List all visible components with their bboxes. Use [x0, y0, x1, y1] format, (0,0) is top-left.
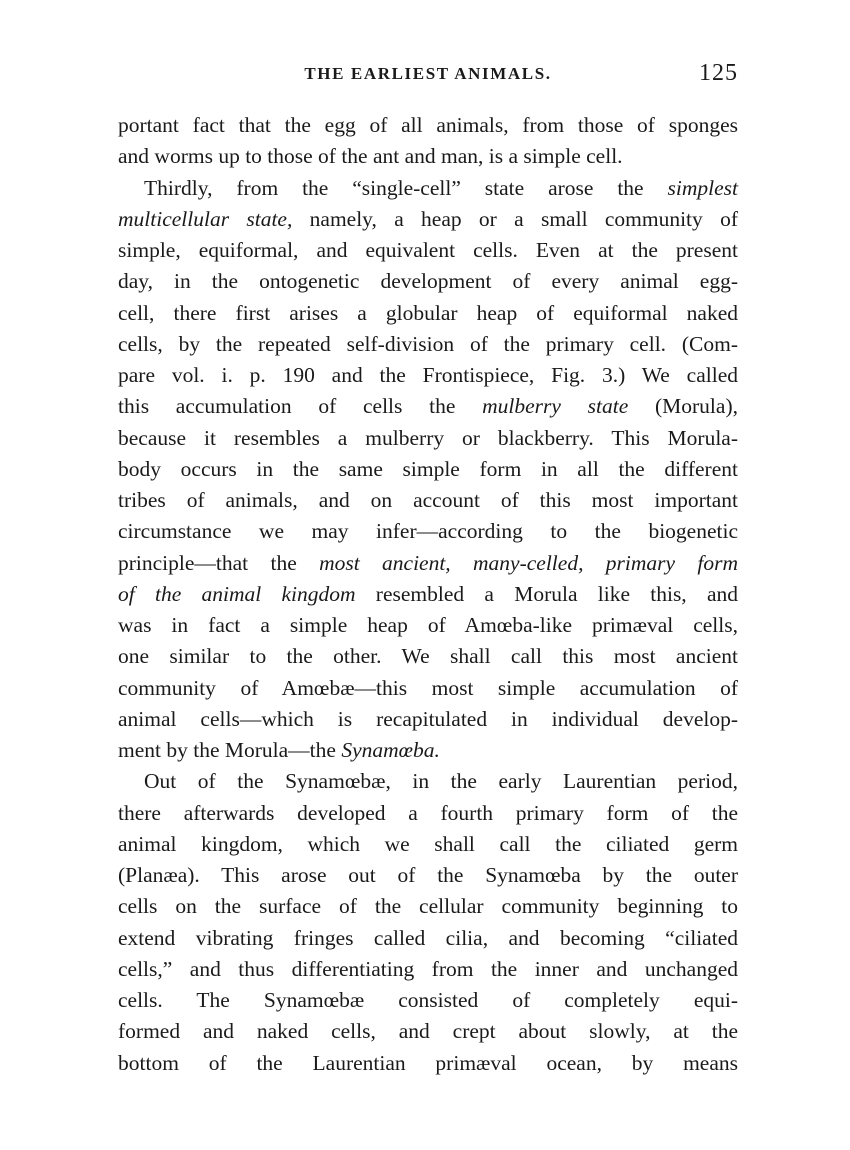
text-segment: cells. The Synamœbæ consisted of completely equi- [118, 988, 738, 1012]
text-line [118, 266, 738, 297]
text-line [118, 141, 738, 172]
text-line [118, 485, 738, 516]
text-segment: ment by the Morula—the [118, 738, 342, 762]
text-line [118, 954, 738, 985]
text-segment: cells, by the repeated self-division of the primary cell. (Com- [118, 331, 738, 356]
text-line [118, 329, 738, 360]
text-line [118, 985, 738, 1016]
text-line [118, 360, 738, 391]
text-line [118, 1016, 738, 1047]
text-line [118, 798, 738, 829]
text-segment: bottom of the Laurentian primæval ocean, by means [118, 1050, 738, 1075]
text-line [118, 173, 738, 204]
text-segment: pare vol. i. p. 190 and the Frontispiece, Fig. 3.) We called [118, 363, 738, 387]
text-line [118, 704, 738, 735]
text-line [118, 204, 738, 235]
text-line [118, 516, 738, 547]
italic-text: Synamœba. [341, 738, 440, 762]
text-segment: community of Amœbæ—this most simple accumulation of [118, 675, 738, 700]
text-segment: circumstance we may infer—according to the biogenetic [118, 519, 738, 544]
text-segment: Out of the Synamœbæ, in the early Laurentian period, [144, 769, 738, 794]
text-segment: resembled a Morula like this, and [355, 581, 738, 606]
text-segment: was in fact a simple heap of Amœba-like primæval cells, [118, 613, 738, 637]
text-segment: cells on the surface of the cellular community beginning to [118, 894, 738, 919]
text-segment: simple, equiformal, and equivalent cells. Even at the present [118, 238, 738, 262]
text-line [118, 923, 738, 954]
italic-text: multicellular state, [118, 206, 293, 231]
text-line [118, 891, 738, 922]
text-segment: cells,” and thus differentiating from the inner and unchanged [118, 956, 738, 981]
text-line [118, 423, 738, 454]
italic-text: of the animal kingdom [118, 581, 356, 606]
text-segment: formed and naked cells, and crept about slowly, at the [118, 1019, 738, 1044]
text-line [118, 579, 738, 610]
italic-text: mulberry state [482, 394, 629, 419]
text-line [118, 548, 738, 579]
text-segment: namely, a heap or a small community of [292, 206, 738, 231]
text-line [118, 829, 738, 860]
text-segment: animal cells—which is recapitulated in individual develop- [118, 706, 738, 731]
text-line [118, 610, 738, 641]
text-segment: because it resembles a mulberry or blackberry. This Morula- [118, 425, 738, 450]
text-segment: extend vibrating fringes called cilia, and becoming “ciliated [118, 925, 738, 950]
italic-text: simplest [667, 175, 738, 200]
text-segment: Thirdly, from the “single-cell” state arose the [144, 175, 668, 200]
italic-text: most ancient, many-celled, primary form [319, 550, 738, 575]
text-segment: cell, there first arises a globular heap of equiformal naked [118, 300, 738, 325]
running-header [118, 58, 738, 92]
body-text [118, 110, 738, 1079]
text-segment: animal kingdom, which we shall call the ciliated germ [118, 831, 738, 856]
text-segment: portant fact that the egg of all animals, from those of sponges [118, 113, 738, 137]
text-line [118, 454, 738, 485]
text-line [118, 235, 738, 266]
text-segment: one similar to the other. We shall call this most ancient [118, 644, 738, 669]
text-line [118, 673, 738, 704]
text-line [118, 1048, 738, 1079]
text-segment: body occurs in the same simple form in all the different [118, 456, 738, 481]
text-segment: there afterwards developed a fourth primary form of the [118, 800, 738, 825]
text-line [118, 110, 738, 141]
text-segment: principle—that the [118, 550, 320, 575]
text-segment: (Morula), [628, 394, 738, 419]
text-segment: day, in the ontogenetic development of every animal egg- [118, 269, 738, 294]
running-title: THE EARLIEST ANIMALS. [304, 64, 552, 83]
text-segment: (Planæa). This arose out of the Synamœba by the outer [118, 863, 738, 887]
text-line [118, 641, 738, 672]
text-line [118, 391, 738, 422]
text-line [118, 860, 738, 891]
text-line [118, 766, 738, 797]
text-segment: this accumulation of cells the [118, 394, 483, 419]
text-line [118, 298, 738, 329]
text-segment: and worms up to those of the ant and man, is a simple cell. [118, 144, 623, 169]
text-segment: tribes of animals, and on account of this most important [118, 488, 738, 512]
text-line [118, 735, 738, 766]
page-number: 125 [699, 60, 738, 86]
